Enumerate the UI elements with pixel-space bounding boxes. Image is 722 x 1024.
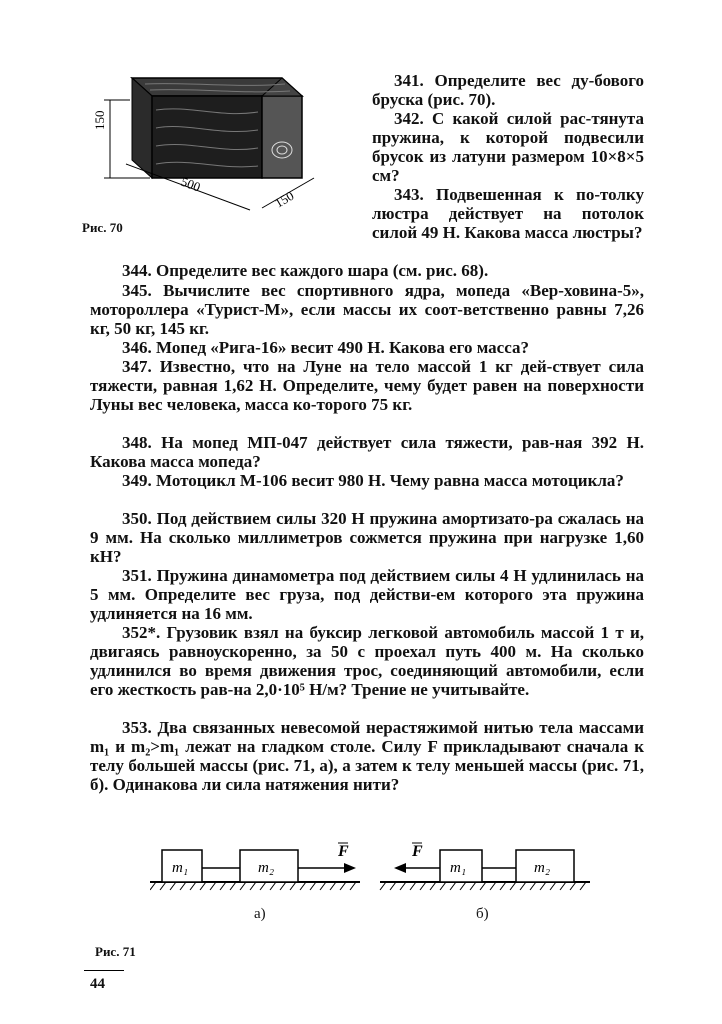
- problem-342: [372, 109, 644, 185]
- problem-number: 353.: [122, 718, 152, 737]
- figure-71-caption: Рис. 71: [95, 944, 136, 959]
- problem-348: [90, 433, 644, 471]
- problem-text: Грузовик взял на буксир легковой автомобиль массой 1 т и, двигаясь равноускоренно, за 50 с проехал путь 400 м. На сколько удлинился во время движения трос, соединяющий автомобили, если его жесткость рав-на 2,0·10⁵ Н/м? Трение не учитывайте.: [90, 623, 644, 699]
- problem-353: [90, 718, 644, 794]
- problem-352: [90, 623, 644, 699]
- m1-label: m₁: [450, 860, 467, 876]
- figure-71-a: [150, 843, 360, 890]
- problem-text: На мопед МП-047 действует сила тяжести, рав-ная 392 Н. Какова масса мопеда?: [90, 433, 645, 471]
- figure-70-wood-block: [90, 70, 330, 230]
- problem-343: [372, 185, 644, 242]
- force-label: F: [412, 843, 423, 860]
- force-label: F: [338, 843, 349, 860]
- figure-71: [150, 830, 610, 910]
- problem-350: [90, 509, 644, 566]
- problem-number: 345.: [122, 281, 152, 300]
- figure-71-b: [380, 843, 590, 890]
- problem-number: 350.: [122, 509, 152, 528]
- problem-number: 349.: [122, 471, 152, 490]
- m2-label: m₂: [258, 860, 275, 876]
- problem-number: 348.: [122, 433, 152, 452]
- problem-number: 343.: [394, 185, 424, 204]
- problem-text: Вычислите вес спортивного ядра, мопеда «Вер-ховина-5», мотороллера «Турист-М», если массы их соот-ветственно равны 7,26 кг, 50 кг, 145 кг.: [90, 281, 645, 338]
- m2-label: m₂: [534, 860, 551, 876]
- footer-rule: [84, 970, 124, 971]
- problem-number: 347.: [122, 357, 152, 376]
- problem-number: 344.: [122, 261, 152, 280]
- problem-text: Определите вес ду-бового бруска (рис. 70).: [372, 71, 645, 109]
- problem-number: 351.: [122, 566, 152, 585]
- figure-70-caption: Рис. 70: [82, 220, 123, 235]
- problem-346: [90, 338, 644, 357]
- problem-text: С какой силой рас-тянута пружина, к которой подвесили брусок из латуни размером 10×8×5 см?: [372, 109, 644, 185]
- figure-71-a-label: а): [254, 906, 266, 922]
- problem-349: [90, 471, 644, 490]
- dim-height-label: 150: [92, 110, 107, 130]
- figure-71-b-label: б): [476, 906, 489, 922]
- problem-text: Пружина динамометра под действием силы 4 Н удлинилась на 5 мм. Определите вес груза, под действи-ем которого эта пружина удлиняется на 16 мм.: [90, 566, 645, 623]
- page-number: 44: [90, 976, 105, 992]
- problem-344: [90, 261, 644, 280]
- problem-341: [372, 71, 644, 109]
- problem-text: Под действием силы 320 Н пружина амортизато-ра сжалась на 9 мм. На сколько миллиметров сожмется пружина при нагрузке 1,60 кН?: [90, 509, 645, 566]
- dim-length-label: 500: [178, 173, 203, 195]
- dim-width-label: 150: [272, 187, 297, 211]
- problem-345: [90, 281, 644, 338]
- m1-label: m₁: [172, 860, 189, 876]
- problem-number: 346.: [122, 338, 152, 357]
- problem-text: Подвешенная к по-толку люстра действует на потолок силой 49 Н. Какова масса люстры?: [372, 185, 644, 242]
- problem-text: Определите вес каждого шара (см. рис. 68).: [156, 261, 489, 280]
- problem-text: Мопед «Рига-16» весит 490 Н. Какова его масса?: [156, 338, 529, 357]
- problem-number: 341.: [394, 71, 424, 90]
- problem-347: [90, 357, 644, 414]
- problem-number: 342.: [394, 109, 424, 128]
- problem-text: Известно, что на Луне на тело массой 1 кг дей-ствует сила тяжести, равная 1,62 Н. Определите, чему будет равен на поверхности Луны вес человека, масса ко-торого 75 кг.: [90, 357, 644, 414]
- problem-text: Два связанных невесомой нерастяжимой нитью тела массами m₁ и m₂>m₁ лежат на гладком столе. Силу F прикладывают сначала к телу большей массы (рис. 71, а), а затем к телу меньшей массы (рис. 71, б). Одинакова ли сила натяжения нити?: [90, 718, 645, 794]
- problem-351: [90, 566, 644, 623]
- problem-text: Мотоцикл М-106 весит 980 Н. Чему равна масса мотоцикла?: [156, 471, 624, 490]
- problem-number: 352*.: [122, 623, 161, 642]
